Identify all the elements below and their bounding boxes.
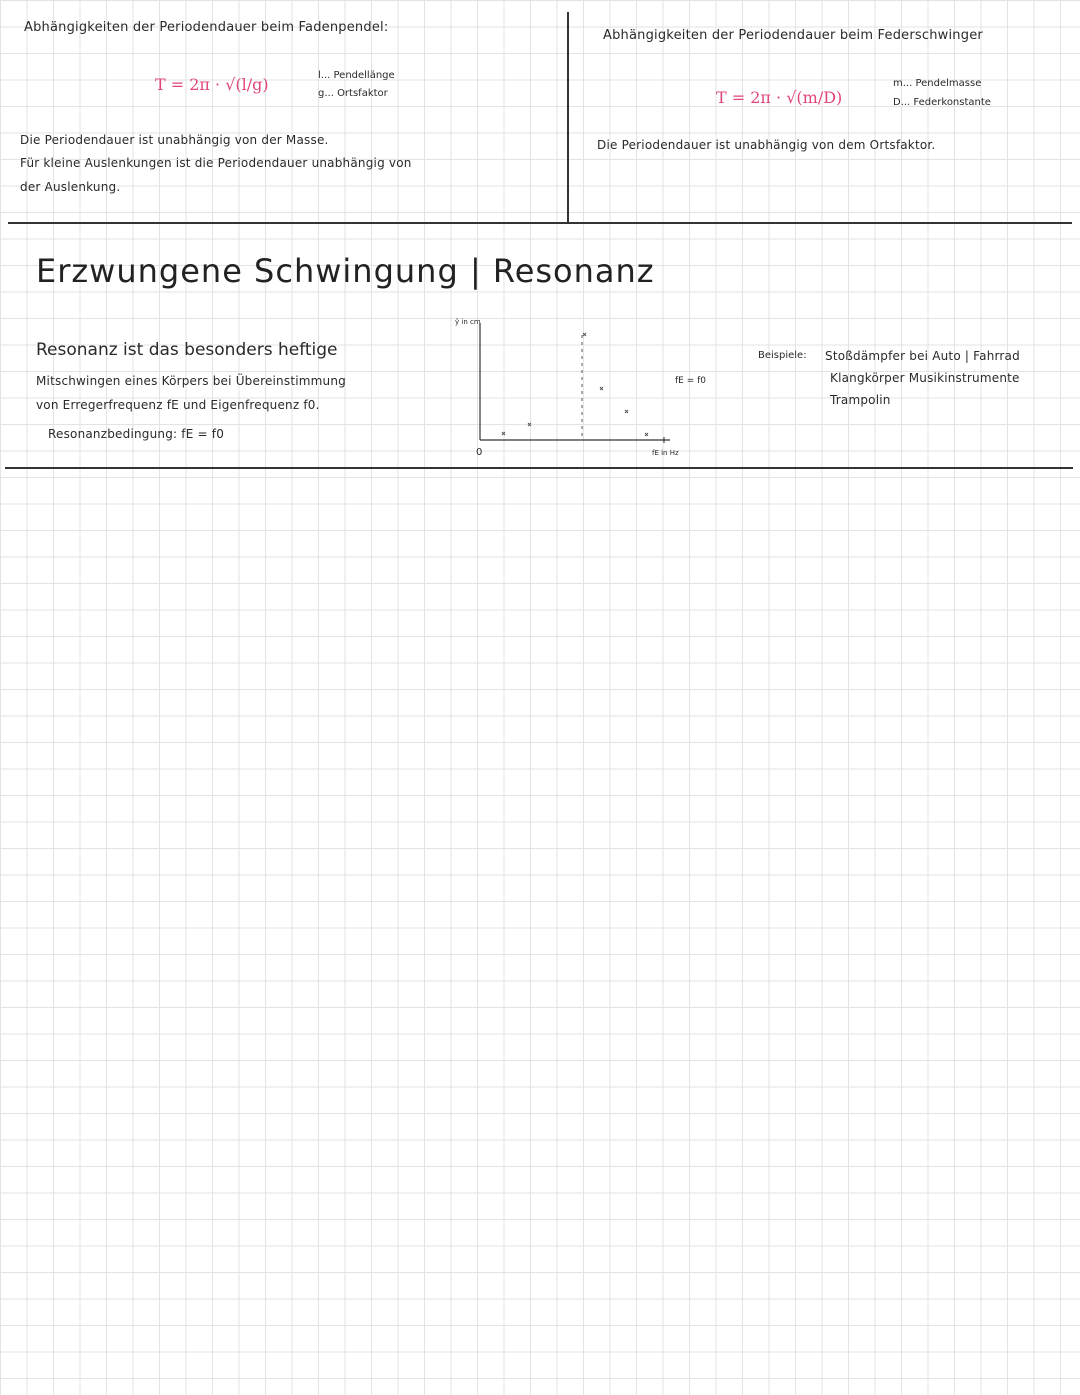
right-box-var-d: D... Federkonstante (893, 97, 991, 108)
resonance-text-2: Mitschwingen eines Körpers bei Übereinstimmung (36, 374, 346, 388)
left-box-var-l: l... Pendellänge (318, 70, 395, 81)
top-horizontal-divider (8, 222, 1072, 224)
graph-resonance-marker: fE = f0 (675, 376, 707, 386)
right-box-var-m: m... Pendelmasse (893, 78, 982, 89)
left-box-note-2: Für kleine Auslenkungen ist die Periodendauer unabhängig von (20, 156, 412, 170)
resonance-condition: Resonanzbedingung: fE = f0 (48, 427, 225, 441)
resonance-text-3: von Erregerfrequenz fE und Eigenfrequenz f0. (36, 398, 320, 412)
vertical-divider (567, 12, 569, 222)
resonance-text-1: Resonanz ist das besonders heftige (36, 340, 338, 360)
left-box-formula: T = 2π · √(l/g) (155, 75, 269, 94)
left-box-title: Abhängigkeiten der Periodendauer beim Fadenpendel: (24, 20, 389, 35)
left-box-note-1: Die Periodendauer ist unabhängig von der Masse. (20, 133, 329, 147)
graph-points (502, 333, 648, 436)
right-box-note-1: Die Periodendauer ist unabhängig von dem Ortsfaktor. (597, 138, 936, 152)
examples-label: Beispiele: (758, 350, 807, 361)
resonance-graph (440, 315, 730, 465)
left-box-note-3: der Auslenkung. (20, 180, 121, 194)
graph-y-label: ŷ in cm (455, 318, 481, 326)
graph-x-label: fE in Hz (652, 449, 679, 457)
example-3: Trampolin (830, 393, 891, 407)
right-box-formula: T = 2π · √(m/D) (716, 88, 843, 107)
section-heading: Erzwungene Schwingung | Resonanz (36, 252, 655, 290)
graph-origin-label: 0 (476, 447, 483, 458)
example-2: Klangkörper Musikinstrumente (830, 371, 1020, 385)
right-box-title: Abhängigkeiten der Periodendauer beim Federschwinger (603, 28, 983, 43)
left-box-var-g: g... Ortsfaktor (318, 88, 388, 99)
example-1: Stoßdämpfer bei Auto | Fahrrad (825, 349, 1020, 363)
bottom-horizontal-divider (5, 467, 1073, 469)
